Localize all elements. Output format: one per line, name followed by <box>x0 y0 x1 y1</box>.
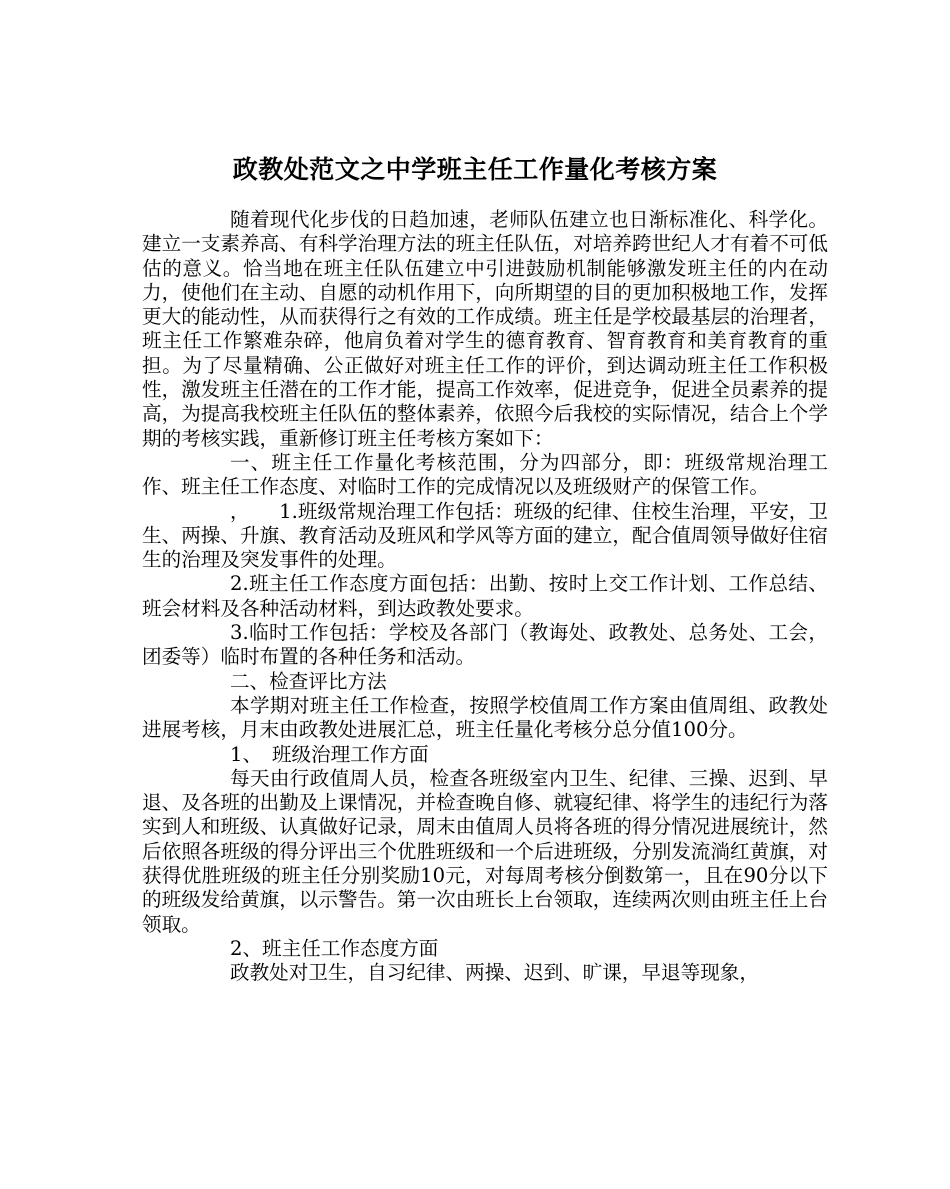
paragraph-subheading-2: 2、班主任工作态度方面 <box>230 936 439 960</box>
paragraph-item-3: 3.临时工作包括：学校及各部门（教诲处、政教处、总务处、工会，团委等）临时布置的各种任务和活动。 <box>142 621 828 669</box>
paragraph-intro: 随着现代化步伐的日趋加速，老师队伍建立也日渐标准化、科学化。建立一支素养高、有科学治理方法的班主任队伍，对培养跨世纪人才有着不可低估的意义。恰当地在班主任队伍建立中引进鼓励机制能够激发班主任的内在动力，使他们在主动、自愿的动机作用下，向所期望的目的更加积极地工作，发挥更大的能动性，从而获得行之有效的工作成绩。班主任是学校最基层的治理者，班主任工作繁难杂碎，他肩负着对学生的德育教育、智育教育和美育教育的重担。为了尽量精确、公正做好对班主任工作的评价，到达调动班主任工作积极性，激发班主任潜在的工作才能，提高工作效率，促进竞争，促进全员素养的提高，为提高我校班主任队伍的整体素养，依照今后我校的实际情况，结合上个学期的考核实践，重新修订班主任考核方案如下： <box>142 208 828 450</box>
paragraph-attitude: 政教处对卫生，自习纪律、两操、迟到、旷课，早退等现象， <box>230 961 760 985</box>
paragraph-subheading-1: 1、 班级治理工作方面 <box>230 742 429 766</box>
document-body <box>142 208 828 986</box>
paragraph-daily-check: 每天由行政值周人员，检查各班级室内卫生、纪律、三操、迟到、早退、及各班的出勤及上课情况，并检查晚自修、就寝纪律、将学生的违纪行为落实到人和班级、认真做好记录，周末由值周人员将各班的得分情况进展统计，然后依照各班级的得分评出三个优胜班级和一个后进班级，分别发流淌红黄旗，对获得优胜班级的班主任分别奖励10元，对每周考核分倒数第一，且在90分以下的班级发给黄旗，以示警告。第一次由班长上台领取，连续两次则由班主任上台领取。 <box>142 766 828 936</box>
paragraph-item-2: 2.班主任工作态度方面包括：出勤、按时上交工作计划、工作总结、班会材料及各种活动材料，到达政教处要求。 <box>142 572 828 620</box>
paragraph-item-1: ， 1.班级常规治理工作包括：班级的纪律、住校生治理，平安，卫生、两操、升旗、教育活动及班风和学风等方面的建立，配合值周领导做好住宿生的治理及突发事件的处理。 <box>142 499 828 572</box>
paragraph-inspection: 本学期对班主任工作检查，按照学校值周工作方案由值周组、政教处进展考核，月末由政教处进展汇总，班主任量化考核分总分值100分。 <box>142 693 828 742</box>
document-title: 政教处范文之中学班主任工作量化考核方案 <box>232 154 718 184</box>
paragraph-section-two: 二、检查评比方法 <box>230 669 387 693</box>
paragraph-section-one: 一、班主任工作量化考核范围，分为四部分，即：班级常规治理工作、班主任工作态度、对临时工作的完成情况以及班级财产的保管工作。 <box>142 450 828 499</box>
